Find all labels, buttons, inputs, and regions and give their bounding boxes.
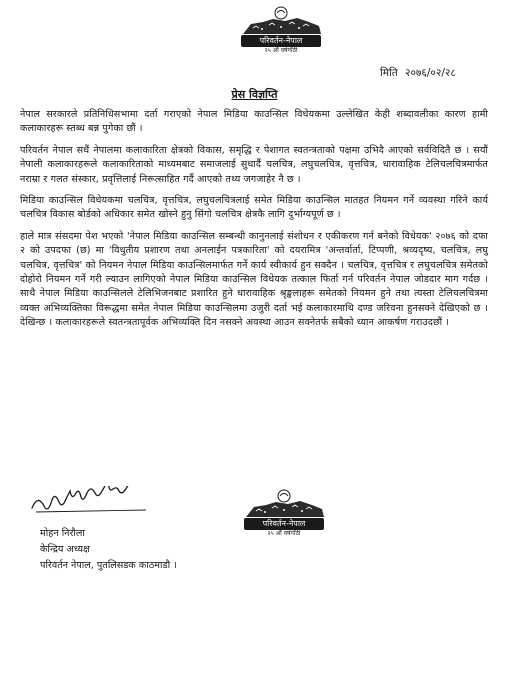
logo-year-label: २५ औं वर्षगाँठी [264,47,298,54]
paragraph: परिवर्तन नेपाल सधैं नेपालमा कलाकारिता क्षेत्रको विकास, समृद्धि र पेशागत स्वतन्त्रताको पक्षमा उभिदै आएको सर्वविदितै छ । सयौं नेपाली कलाकारहरूले कलाकारिताको माध्यमबाट समाजलाई सुधार्दै चलचित्र, लघुचलचित्र, वृत्तचित्र, धारावाहिक टेलिचलचित्रमार्फत नराम्रा र गलत संस्कार, प्रवृत्तिलाई निरूत्साहित गर्दै आएको तथ्य जगजाहेर नै छ । [20,144,488,185]
handwritten-signature [28,486,158,520]
signatory-organization: परिवर्तन नेपाल, पुतलिसडक काठमाडौ । [40,560,177,571]
paragraph: नेपाल सरकारले प्रतिनिधिसभामा दर्ता गराएको नेपाल मिडिया काउन्सिल विधेयकमा उल्लेखित केही शब्दावलीका कारण हामी कलाकारहरू स्तब्ध बन्न पुगेका छौं । [20,109,488,135]
signatory-position: केन्द्रिय अध्यक्ष [40,544,90,555]
logo-name-label: परिवर्तन-नेपाल [241,35,321,47]
signatory-block [40,526,300,574]
date-label: मिति [380,67,398,79]
signatory-name: मोहन निरौला [40,528,85,539]
organization-logo [229,4,333,58]
date-value: २०७६/०२/२८ [405,67,456,79]
page-title: प्रेस विज्ञप्ति [231,88,278,101]
press-release-body [20,108,488,338]
paragraph: मिडिया काउन्सिल विधेयकमा चलचित्र, वृत्तचित्र, लघुचलचित्रलाई समेत मिडिया काउन्सिल मातहत नियमन गर्ने व्यवस्था गरिने कार्य चलचित्र विकास बोर्डको अधिकार समेत खोस्ने हुनु सिंगो चलचित्र क्षेत्रकै लागि दुर्भाग्यपूर्ण छ । [20,195,488,221]
signature-icon [28,486,158,520]
date-line [380,66,498,80]
paragraph: हाले मात्र संसदमा पेश भएको 'नेपाल मिडिया काउन्सिल सम्बन्धी कानुनलाई संशोधन र एकीकरण गर्न बनेको विधेयक' २०७६ को दफा २ को उपदफा (छ) मा 'विधुतीय प्रशारण तथा अनलाईन पत्रकारिता' को दयरामित्र 'अन्तर्वार्ता, टिप्पणी, श्रव्यदृष्य, चलचित्र, लघु चलचित्र, वृत्तचित्र' को नियमन नेपाल मिडिया काउन्सिलमार्फत गर्ने कार्य स्वीकार्य हुन सक्दैन । चलचित्र, वृत्तचित्र र लघुचलचित्र समेतको दोहोरो नियमन गर्ने गरी ल्याउन लागिएको नेपाल मिडिया काउन्सिल विधेयक तत्काल फिर्ता गर्न परिवर्तन नेपाल जोडदार माग गर्दछ । साथै नेपाल मिडिया काउन्सिलले टेलिभिजनबाट प्रशारित हुने धारावाहिक श्रृङ्खलाहरू समेतको नियमन हुने तथा त्यस्ता टेलिचलचित्रमा व्यक्त अभिव्यक्तिका विरूद्धमा समेत नेपाल मिडिया काउन्सिलमा उजुरी दर्ता भई कलाकारमाथि दण्ड जरिवना हुनसक्ने देखिएको छ । देखिन्छ । कलाकारहरूले स्वतन्त्रतापूर्वक अभिव्यक्ति दिन नसक्ने अवस्था आउन सक्नेतर्फ सबैको ध्यान आकर्षण गराउदछौं । [20,230,488,329]
stamp-year-label: २५ औं वर्षगाँठी [267,530,301,537]
stamp-name-label: परिवर्तन-नेपाल [244,518,324,530]
